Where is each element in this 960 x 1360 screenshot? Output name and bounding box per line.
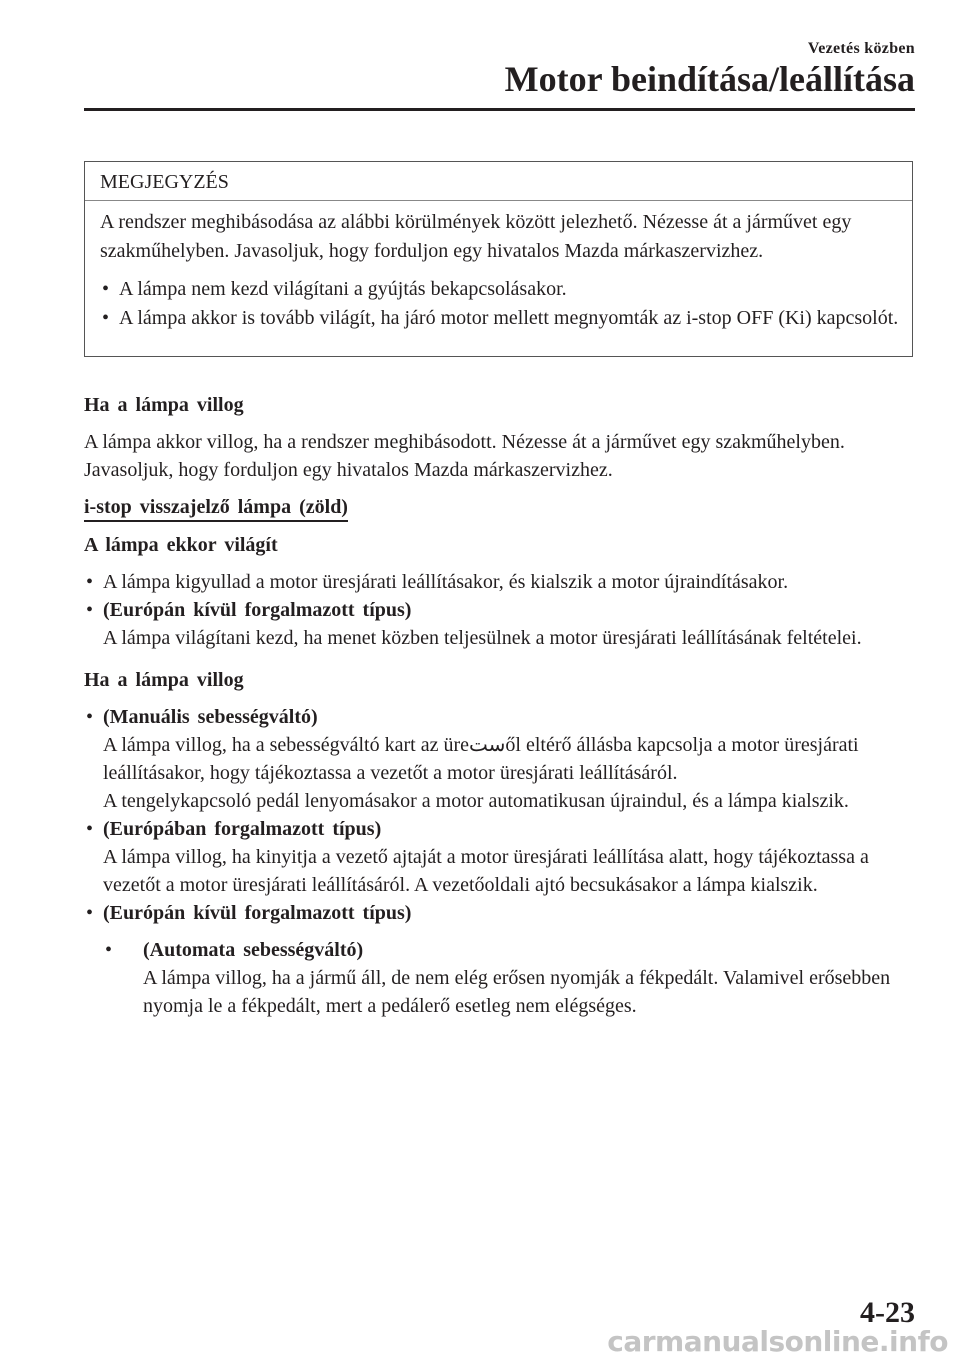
- note-text: A rendszer meghibásodása az alábbi körülmények között jelezhető. Nézesse át a járművet egy szakműhelyben. Javasoljuk, hogy forduljon egy hivatalos Mazda márkaszervizhez.: [100, 211, 852, 262]
- page-number: 4-23: [860, 1296, 915, 1329]
- note-box: [84, 161, 913, 357]
- list-item: • (Manuális sebességváltó) A lámpa villog, ha a sebességváltó kart az üreستől eltérő állásba kapcsolja a motor üresjárati leállításakor, hogy tájékoztassa a vezetőt a motor üresjárati leállításáról. A tengelykapcsoló pedál lenyomásakor a motor automatikusan újraindul, és a lámpa kialszik.: [84, 703, 914, 815]
- page-header: [84, 40, 915, 100]
- main-content: [84, 391, 914, 1020]
- list-item: • A lámpa akkor is tovább világít, ha járó motor mellett megnyomták az i-stop OFF (Ki) kapcsolót.: [100, 304, 900, 333]
- bullet-icon: •: [86, 902, 94, 924]
- section-label: Vezetés közben: [807, 40, 915, 57]
- heading-lamp-flashing: Ha a lámpa villog: [84, 394, 244, 416]
- lamp-flashing-text: A lámpa akkor villog, ha a rendszer meghibásodott. Nézesse át a járművet egy szakműhelyben. Javasoljuk, hogy forduljon egy hivatalos Mazda márkaszervizhez.: [84, 431, 845, 481]
- section-heading-istop: i-stop visszajelző lámpa (zöld): [84, 494, 348, 522]
- watermark: carmanualsonline.info: [607, 1325, 948, 1358]
- bullet-icon: •: [86, 571, 94, 593]
- note-title: MEGJEGYZÉS: [85, 162, 912, 201]
- heading-lamp-on: A lámpa ekkor világít: [84, 534, 278, 556]
- nested-list-item: • (Automata sebességváltó) A lámpa villog, ha a jármű áll, de nem elég erősen nyomják a fékpedált. Valamivel erősebben nyomja le a fékpedált, mert a pedálerő esetleg nem elégséges.: [103, 936, 914, 1020]
- note-list: [100, 275, 900, 333]
- bullet-icon: •: [86, 818, 94, 840]
- header-rule: [84, 108, 915, 111]
- list-item: • (Európában forgalmazott típus) A lámpa villog, ha kinyitja a vezető ajtaját a motor üresjárati leállítása alatt, hogy tájékoztassa a vezetőt a motor üresjárati leállításáról. A vezetőoldali ajtó becsukásakor a lámpa kialszik.: [84, 815, 914, 899]
- list-item: • A lámpa kigyullad a motor üresjárati leállításakor, és kialszik a motor újraindításakor.: [84, 568, 914, 596]
- lamp-flashing-list: [84, 703, 914, 1020]
- bullet-icon: •: [86, 599, 94, 621]
- lamp-on-list: [84, 568, 914, 652]
- bullet-icon: •: [86, 706, 94, 728]
- heading-lamp-flashing-2: Ha a lámpa villog: [84, 669, 244, 691]
- bullet-icon: •: [102, 307, 110, 329]
- list-item: • (Európán kívül forgalmazott típus) • (Automata sebességváltó) A lámpa villog, ha a jármű áll, de nem elég erősen nyomják a fékpedált. Valamivel erősebben nyomja le a fékpedált, mert a pedálerő esetleg nem elégséges.: [84, 899, 914, 1020]
- bullet-icon: •: [105, 939, 113, 961]
- bullet-icon: •: [102, 278, 110, 300]
- list-item: • A lámpa nem kezd világítani a gyújtás bekapcsolásakor.: [100, 275, 900, 304]
- chapter-title: Motor beindítása/leállítása: [504, 59, 915, 99]
- list-item: • (Európán kívül forgalmazott típus) A lámpa világítani kezd, ha menet közben teljesülnek a motor üresjárati leállításának feltételei.: [84, 596, 914, 652]
- note-body: [85, 201, 912, 333]
